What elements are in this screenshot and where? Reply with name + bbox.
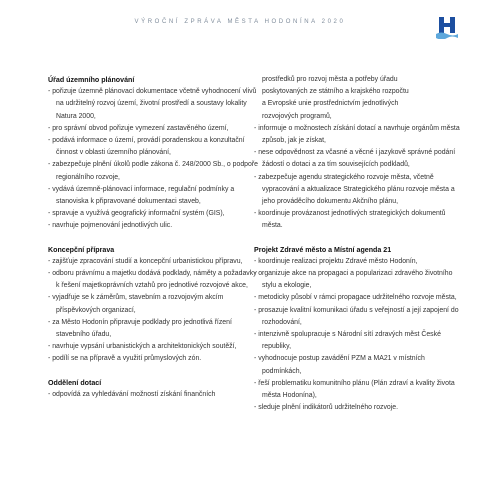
list-item: - vydává územně-plánovací informace, regulační podmínky a stanoviska k připravované dokumentaci staveb,	[48, 184, 258, 208]
page-header	[0, 0, 480, 50]
list-item: - pro správní obvod pořizuje vymezení zastavěného území,	[48, 123, 258, 135]
continued-text-line: prostředků pro rozvoj města a potřeby úřadu	[262, 76, 398, 83]
list-item: - nese odpovědnost za včasné a věcné i jazykově správné podání žádostí o dotaci a za tím souvisejících podkladů,	[254, 147, 464, 171]
report-title: VÝROČNÍ ZPRÁVA MĚSTA HODONÍNA 2020	[134, 19, 346, 25]
list-item: - odboru právnímu a majetku dodává podklady, náměty a požadavky k řešení majetkoprávních vztahů pro jednotlivé rozvojové akce,	[48, 268, 258, 292]
list-item: - navrhuje vypsání urbanistických a architektonických soutěží,	[48, 341, 258, 353]
list-item: - zabezpečuje plnění úkolů podle zákona č. 248/2000 Sb., o podpoře regionálního rozvoje,	[48, 159, 258, 183]
list-item: - odpovídá za vyhledávání možností získání finančních	[48, 389, 258, 401]
list-item: - řeší problematiku komunitního plánu (Plán zdraví a kvality života města Hodonína),	[254, 378, 464, 402]
list-item: - koordinuje provázanost jednotlivých strategických dokumentů města.	[254, 208, 464, 232]
list-item: - intenzivně spolupracuje s Národní sítí zdravých měst České republiky,	[254, 329, 464, 353]
right-column	[254, 74, 464, 414]
list-item: - pořizuje územně plánovací dokumentace včetně vyhodnocení vlivů na udržitelný rozvoj území, životní prostředí a soustavy lokality Natura 2000,	[48, 86, 258, 123]
list-item: - informuje o možnostech získání dotací a navrhuje orgánům města způsob, jak je získat,	[254, 123, 464, 147]
list-item: - koordinuje realizaci projektu Zdravé město Hodonín,	[254, 256, 464, 268]
continued-text-line: poskytovaných ze státního a krajského rozpočtu	[262, 88, 409, 96]
section-heading-uzemni-planovani: Úřad územního plánování	[48, 76, 135, 84]
list-item: - zabezpečuje agendu strategického rozvoje města, včetně vypracování a aktualizace Strategického plánu rozvoje města a jeho prováděcího dokumentu Akčního plánu,	[254, 172, 464, 209]
section-heading-oddeleni-dotaci: Oddělení dotací	[48, 378, 102, 387]
list-item: - metodicky působí v rámci propagace udržitelného rozvoje města,	[254, 292, 464, 304]
hodonin-h-logo-icon	[436, 15, 458, 39]
list-item: - organizuje akce na propagaci a popularizaci zdravého životního stylu a ekologie,	[254, 268, 464, 292]
section-heading-zdrave-mesto: Projekt Zdravé město a Místní agenda 21	[254, 245, 392, 254]
list-item: - podílí se na přípravě a využití průmyslových zón.	[48, 353, 258, 365]
list-item: - za Město Hodonín připravuje podklady pro jednotlivá řízení stavebního úřadu,	[48, 317, 258, 341]
list-item: - sleduje plnění indikátorů udržitelného rozvoje.	[254, 402, 464, 414]
list-item: - podává informace o území, provádí poradenskou a konzultační činnost v oblasti územního plánování,	[48, 135, 258, 159]
list-item: - prosazuje kvalitní komunikaci úřadu s veřejností a její zapojení do rozhodování,	[254, 305, 464, 329]
list-item: - navrhuje pojmenování jednotlivých ulic.	[48, 220, 258, 232]
continued-text-line: a Evropské unie prostřednictvím jednotlivých	[262, 100, 399, 108]
continued-text-line: rozvojových programů,	[262, 112, 332, 120]
left-column	[48, 74, 258, 401]
list-item: - vyjadřuje se k záměrům, stavebním a rozvojovým akcím příspěvkových organizací,	[48, 292, 258, 316]
list-item: - zajišťuje zpracování studií a koncepční urbanistickou přípravu,	[48, 256, 258, 268]
section-heading-koncepcni-priprava: Koncepční příprava	[48, 245, 115, 254]
list-item: - vyhodnocuje postup zavádění PZM a MA21 v místních podmínkách,	[254, 353, 464, 377]
list-item: - spravuje a využívá geografický informační systém (GIS),	[48, 208, 258, 220]
